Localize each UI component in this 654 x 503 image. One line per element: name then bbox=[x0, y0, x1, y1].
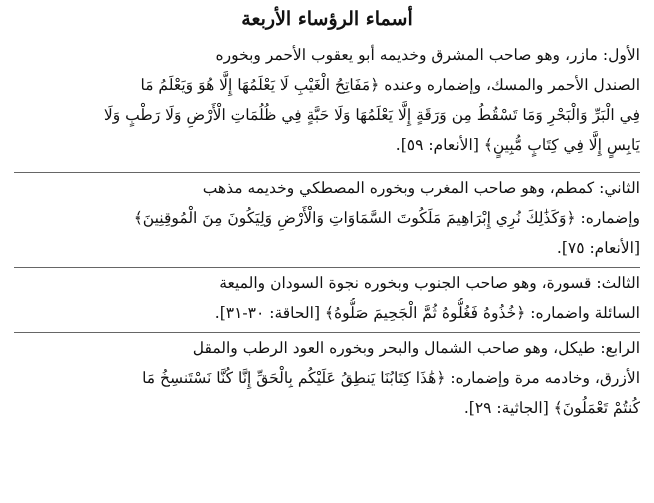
text-line: وإضماره: ﴿وَكَذَٰلِكَ نُرِي إِبْرَاهِيمَ مَلَكُوتَ السَّمَاوَاتِ وَالْأَرْضِ وَلِيَكُونَ مِنَ الْمُوقِنِينَ﴾ bbox=[133, 209, 640, 227]
text-line: الصندل الأحمر والمسك، وإضماره وعنده ﴿مَفَاتِحُ الْغَيْبِ لَا يَعْلَمُهَا إِلَّا هُوَ وَيَعْلَمُ مَا bbox=[140, 76, 640, 94]
text-line: السائلة واضماره: ﴿خُذُوهُ فَغُلُّوهُ ثُمَّ الْجَحِيمَ صَلُّوهُ﴾ [الحاقة: ٣٠-٣١]. bbox=[214, 304, 640, 322]
text-line: [الأنعام: ٧٥]. bbox=[556, 239, 640, 257]
text-line: كُنتُمْ تَعْمَلُونَ﴾ [الجاثية: ٢٩]. bbox=[463, 399, 640, 417]
section-fourth-chief bbox=[14, 333, 640, 423]
text-line: فِي الْبَرِّ وَالْبَحْرِ وَمَا تَسْقُطُ مِن وَرَقَةٍ إِلَّا يَعْلَمُهَا وَلَا حَبَّةٍ فِي ظُلُمَاتِ الْأَرْضِ وَلَا رَطْبٍ وَلَا bbox=[103, 106, 640, 124]
text-line: الأزرق، وخادمه مرة وإضماره: ﴿هَٰذَا كِتَابُنَا يَنطِقُ عَلَيْكُم بِالْحَقِّ إِنَّا كُنَّا نَسْتَنسِخُ مَا bbox=[142, 369, 640, 387]
page-title: أسماء الرؤساء الأربعة bbox=[241, 8, 413, 30]
text-line: الثاني: كمطم، وهو صاحب المغرب وبخوره المصطكي وخديمه مذهب bbox=[202, 179, 640, 197]
section-third-chief bbox=[14, 268, 640, 328]
section-first-chief bbox=[14, 40, 640, 168]
section-second-chief bbox=[14, 173, 640, 263]
text-line: الأول: مازر، وهو صاحب المشرق وخديمه أبو يعقوب الأحمر وبخوره bbox=[215, 46, 640, 64]
text-line: الثالث: قسورة، وهو صاحب الجنوب وبخوره نجوة السودان والميعة bbox=[219, 274, 640, 292]
text-line: يَابِسٍ إِلَّا فِي كِتَابٍ مُّبِينٍ﴾ [الأنعام: ٥٩]. bbox=[395, 136, 640, 154]
text-line: الرابع: طيكل، وهو صاحب الشمال والبحر وبخوره العود الرطب والمقل bbox=[192, 339, 640, 357]
